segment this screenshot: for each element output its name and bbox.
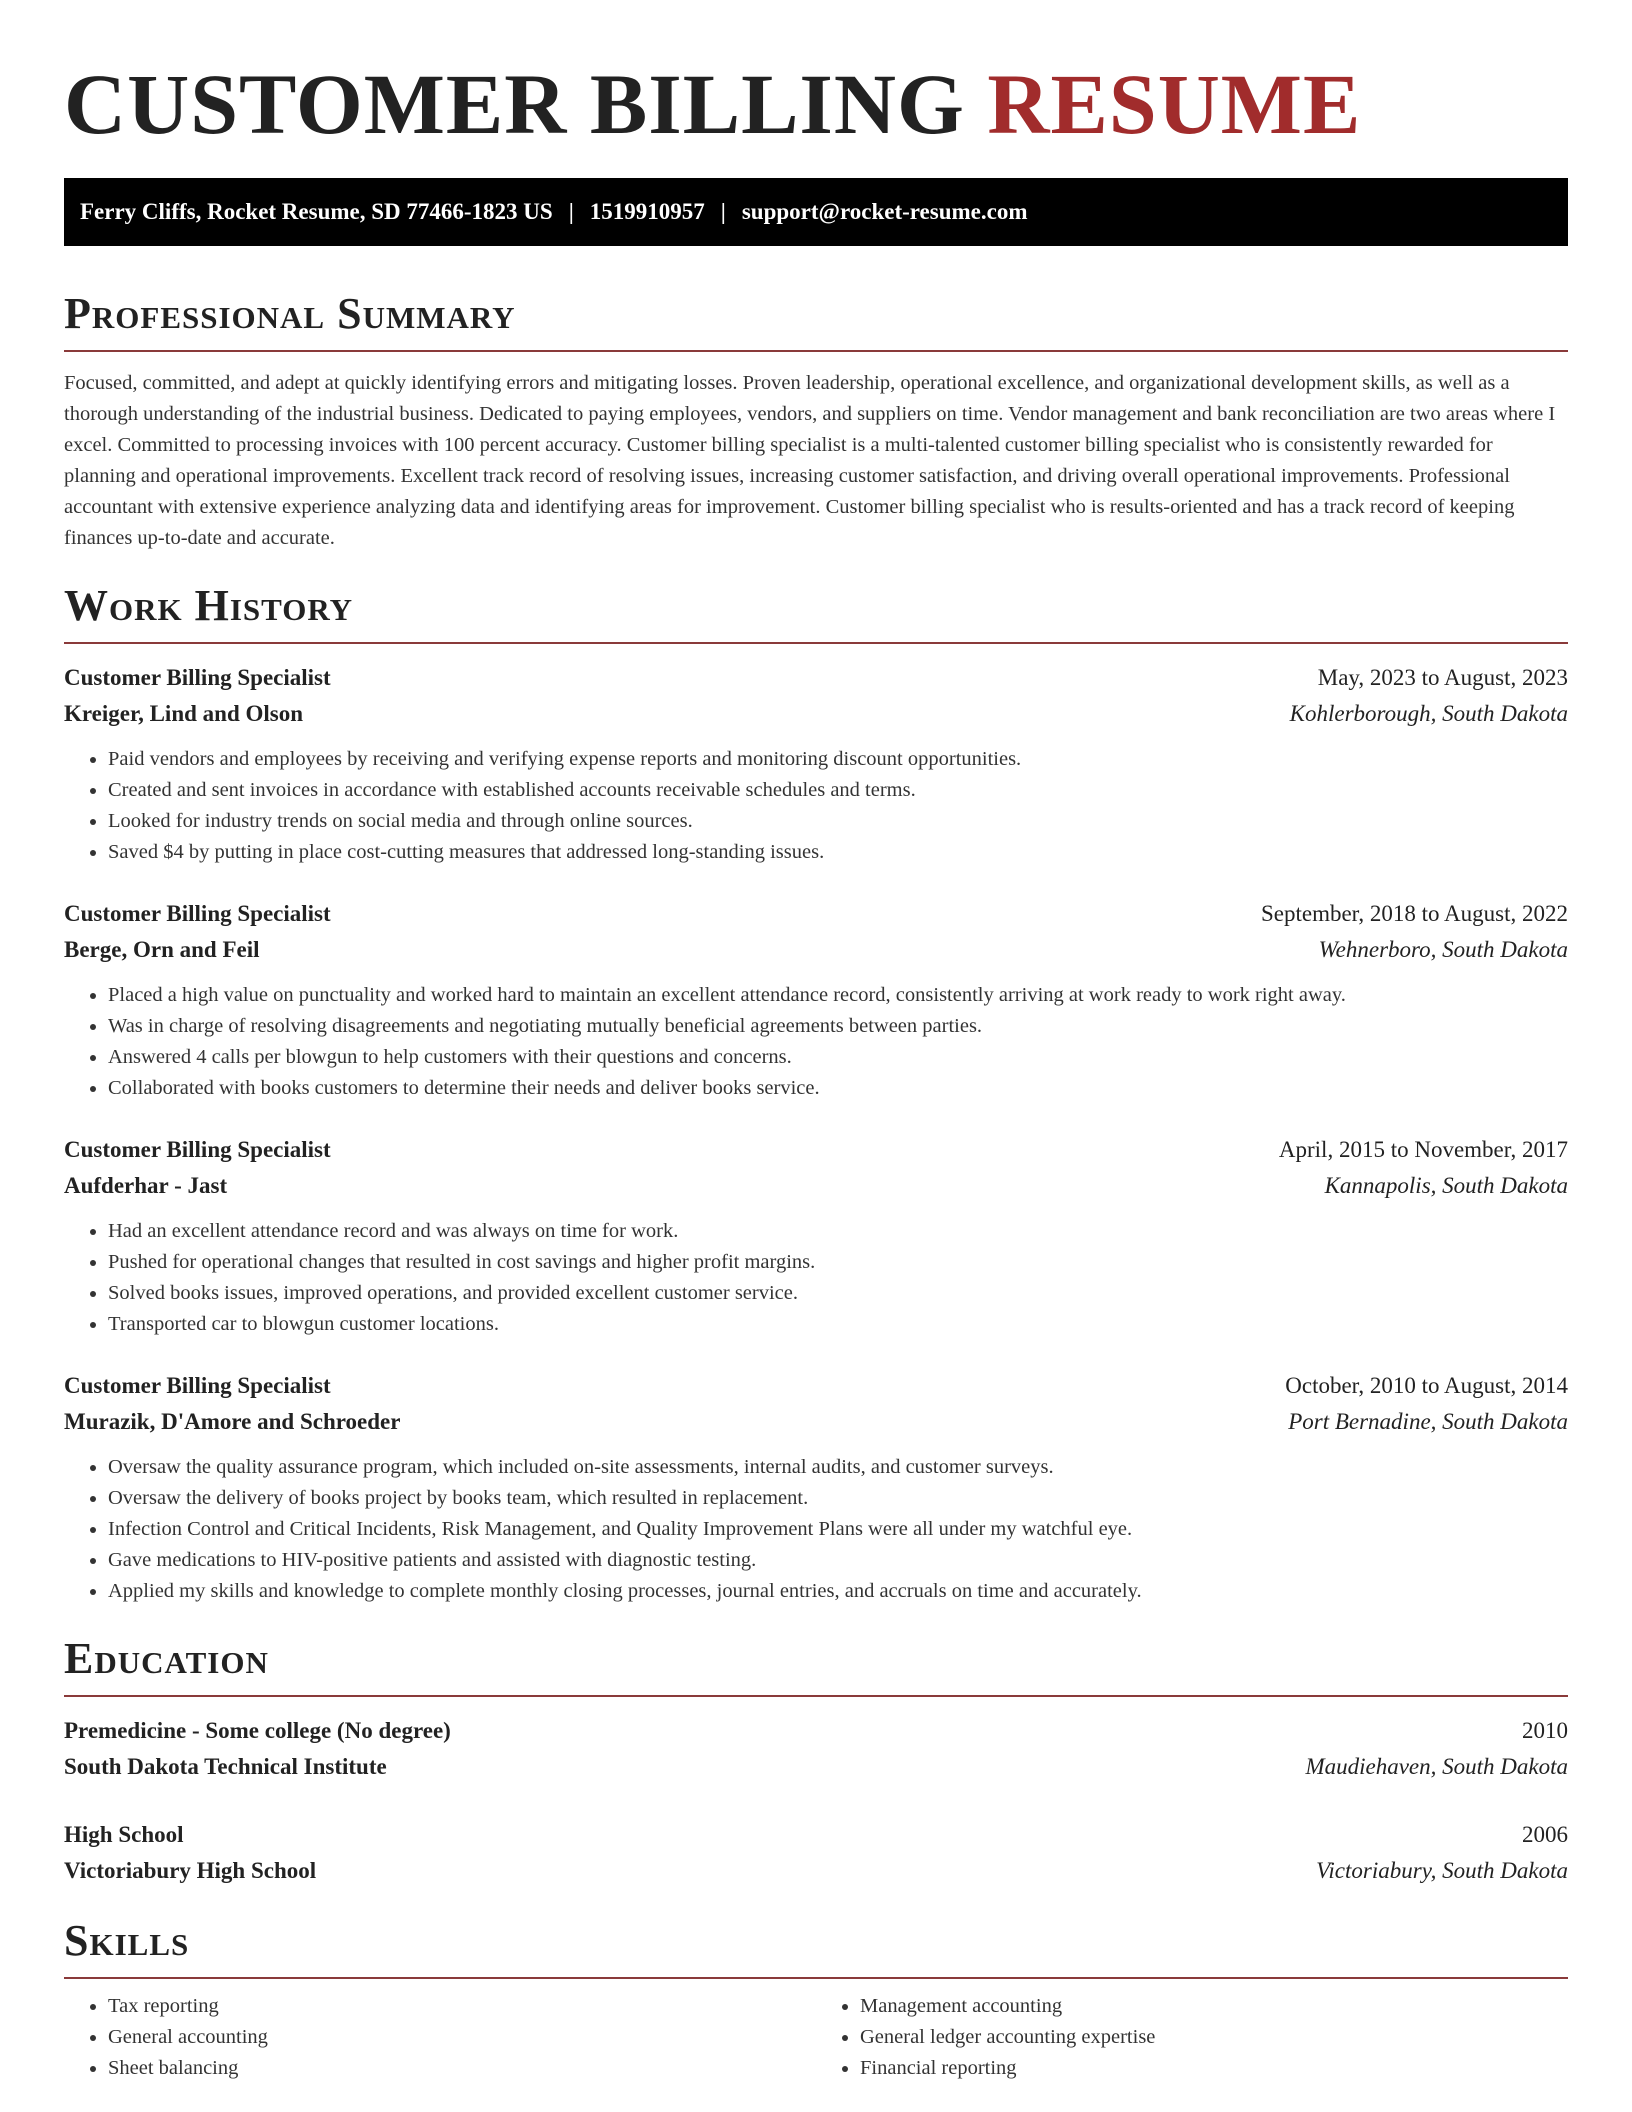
- job-entry: [64, 896, 1568, 1104]
- list-item: • Answered 4 calls per blowgun to help customers with their questions and concerns.: [108, 1042, 1568, 1073]
- job-company-row: [64, 1404, 1568, 1440]
- contact-address: Ferry Cliffs, Rocket Resume, SD 77466-1823 US: [80, 199, 553, 224]
- work-section: [64, 580, 1568, 1607]
- job-company-row: [64, 696, 1568, 732]
- section-heading-summary: Professional Summary: [64, 289, 516, 338]
- job-title: Customer Billing Specialist: [64, 1373, 331, 1398]
- list-item: • Was in charge of resolving disagreements and negotiating mutually beneficial agreements between parties.: [108, 1011, 1568, 1042]
- contact-separator: |: [568, 199, 574, 224]
- skills-column-left: [64, 1991, 816, 2084]
- job-company: Kreiger, Lind and Olson: [64, 701, 304, 726]
- job-location: Wehnerboro, South Dakota: [1318, 937, 1568, 962]
- list-item: • Gave medications to HIV-positive patients and assisted with diagnostic testing.: [108, 1545, 1568, 1576]
- job-title: Customer Billing Specialist: [64, 901, 331, 926]
- job-company: Berge, Orn and Feil: [64, 937, 260, 962]
- list-item: • Had an excellent attendance record and was always on time for work.: [108, 1216, 1568, 1247]
- job-entry: [64, 660, 1568, 868]
- list-item: • Collaborated with books customers to determine their needs and deliver books service.: [108, 1073, 1568, 1104]
- education-school: Victoriabury High School: [64, 1858, 317, 1883]
- list-item: • Looked for industry trends on social media and through online sources.: [108, 806, 1568, 837]
- job-dates: September, 2018 to August, 2022: [1260, 901, 1568, 926]
- job-title-row: [64, 1368, 1568, 1404]
- education-year: 2006: [1522, 1822, 1568, 1847]
- job-company: Aufderhar - Jast: [64, 1173, 228, 1198]
- section-heading-education: Education: [64, 1634, 269, 1683]
- contact-bar: [64, 178, 1568, 246]
- job-company-row: [64, 932, 1568, 968]
- job-entry: [64, 1368, 1568, 1607]
- list-item: • Oversaw the delivery of books project by books team, which resulted in replacement.: [108, 1483, 1568, 1514]
- education-degree: Premedicine - Some college (No degree): [64, 1718, 451, 1743]
- job-bullets: [64, 1452, 1568, 1607]
- section-heading-work: Work History: [64, 581, 354, 630]
- skills-section: [64, 1915, 1568, 2084]
- education-location: Maudiehaven, South Dakota: [1305, 1754, 1568, 1779]
- education-degree: High School: [64, 1822, 184, 1847]
- title-accent: RESUME: [987, 56, 1362, 152]
- title-main: CUSTOMER BILLING: [64, 56, 965, 152]
- job-title-row: [64, 660, 1568, 696]
- list-item: • Saved $4 by putting in place cost-cutting measures that addressed long-standing issues.: [108, 837, 1568, 868]
- skills-column-right: [816, 1991, 1568, 2084]
- education-year: 2010: [1522, 1718, 1568, 1743]
- job-location: Kannapolis, South Dakota: [1324, 1173, 1568, 1198]
- section-divider: [64, 1695, 1568, 1697]
- job-location: Kohlerborough, South Dakota: [1289, 701, 1568, 726]
- skill-item: • Management accounting: [860, 1991, 1568, 2022]
- skill-item: • General ledger accounting expertise: [860, 2022, 1568, 2053]
- list-item: • Solved books issues, improved operations, and provided excellent customer service.: [108, 1278, 1568, 1309]
- list-item: • Created and sent invoices in accordance with established accounts receivable schedules and terms.: [108, 775, 1568, 806]
- summary-section: [64, 288, 1568, 554]
- list-item: • Placed a high value on punctuality and worked hard to maintain an excellent attendance record, consistently arriving at work ready to work right away.: [108, 980, 1568, 1011]
- contact-phone[interactable]: 1519910957: [589, 199, 705, 224]
- job-location: Port Bernadine, South Dakota: [1288, 1409, 1568, 1434]
- section-divider: [64, 1977, 1568, 1979]
- job-title-row: [64, 896, 1568, 932]
- skill-item: • Sheet balancing: [108, 2053, 816, 2084]
- job-company: Murazik, D'Amore and Schroeder: [64, 1409, 401, 1434]
- job-title: Customer Billing Specialist: [64, 1137, 331, 1162]
- skill-item: • Financial reporting: [860, 2053, 1568, 2084]
- job-dates: October, 2010 to August, 2014: [1285, 1373, 1568, 1398]
- list-item: • Paid vendors and employees by receiving and verifying expense reports and monitoring discount opportunities.: [108, 744, 1568, 775]
- education-entry: [64, 1713, 1568, 1785]
- education-entry: [64, 1817, 1568, 1889]
- list-item: • Applied my skills and knowledge to complete monthly closing processes, journal entries, and accruals on time and accurately.: [108, 1576, 1568, 1607]
- list-item: • Oversaw the quality assurance program, which included on-site assessments, internal audits, and customer surveys.: [108, 1452, 1568, 1483]
- skill-item: • General accounting: [108, 2022, 816, 2053]
- list-item: • Pushed for operational changes that resulted in cost savings and higher profit margins.: [108, 1247, 1568, 1278]
- summary-text: Focused, committed, and adept at quickly identifying errors and mitigating losses. Proven leadership, operational excellence, and organizational development skills, as well as a thorough understanding of the industrial business. Dedicated to paying employees, vendors, and suppliers on time. Vendor management and bank reconciliation are two areas where I excel. Committed to processing invoices with 100 percent accuracy. Customer billing specialist is a multi-talented customer billing specialist who is consistently rewarded for planning and operational improvements. Excellent track record of resolving issues, increasing customer satisfaction, and driving overall operational improvements. Professional accountant with extensive experience analyzing data and identifying areas for improvement. Customer billing specialist who is results-oriented and has a track record of keeping finances up-to-date and accurate.: [64, 372, 1556, 549]
- list-item: • Infection Control and Critical Incidents, Risk Management, and Quality Improvement Plans were all under my watchful eye.: [108, 1514, 1568, 1545]
- education-school-row: [64, 1749, 1568, 1785]
- contact-email[interactable]: support@rocket-resume.com: [741, 199, 1028, 224]
- job-title: Customer Billing Specialist: [64, 665, 331, 690]
- education-degree-row: [64, 1713, 1568, 1749]
- job-bullets: [64, 1216, 1568, 1340]
- education-school-row: [64, 1853, 1568, 1889]
- education-school: South Dakota Technical Institute: [64, 1754, 387, 1779]
- job-title-row: [64, 1132, 1568, 1168]
- education-location: Victoriabury, South Dakota: [1316, 1858, 1568, 1883]
- job-entry: [64, 1132, 1568, 1340]
- job-dates: May, 2023 to August, 2023: [1317, 665, 1568, 690]
- job-dates: April, 2015 to November, 2017: [1278, 1137, 1568, 1162]
- section-heading-skills: Skills: [64, 1916, 190, 1965]
- job-bullets: [64, 980, 1568, 1104]
- section-divider: [64, 350, 1568, 352]
- contact-separator: |: [720, 199, 726, 224]
- skills-grid: [64, 1991, 1568, 2084]
- skill-item: • Tax reporting: [108, 1991, 816, 2022]
- job-bullets: [64, 744, 1568, 868]
- education-section: [64, 1633, 1568, 1889]
- section-divider: [64, 642, 1568, 644]
- resume-title: [64, 0, 1568, 154]
- education-degree-row: [64, 1817, 1568, 1853]
- list-item: • Transported car to blowgun customer locations.: [108, 1309, 1568, 1340]
- job-company-row: [64, 1168, 1568, 1204]
